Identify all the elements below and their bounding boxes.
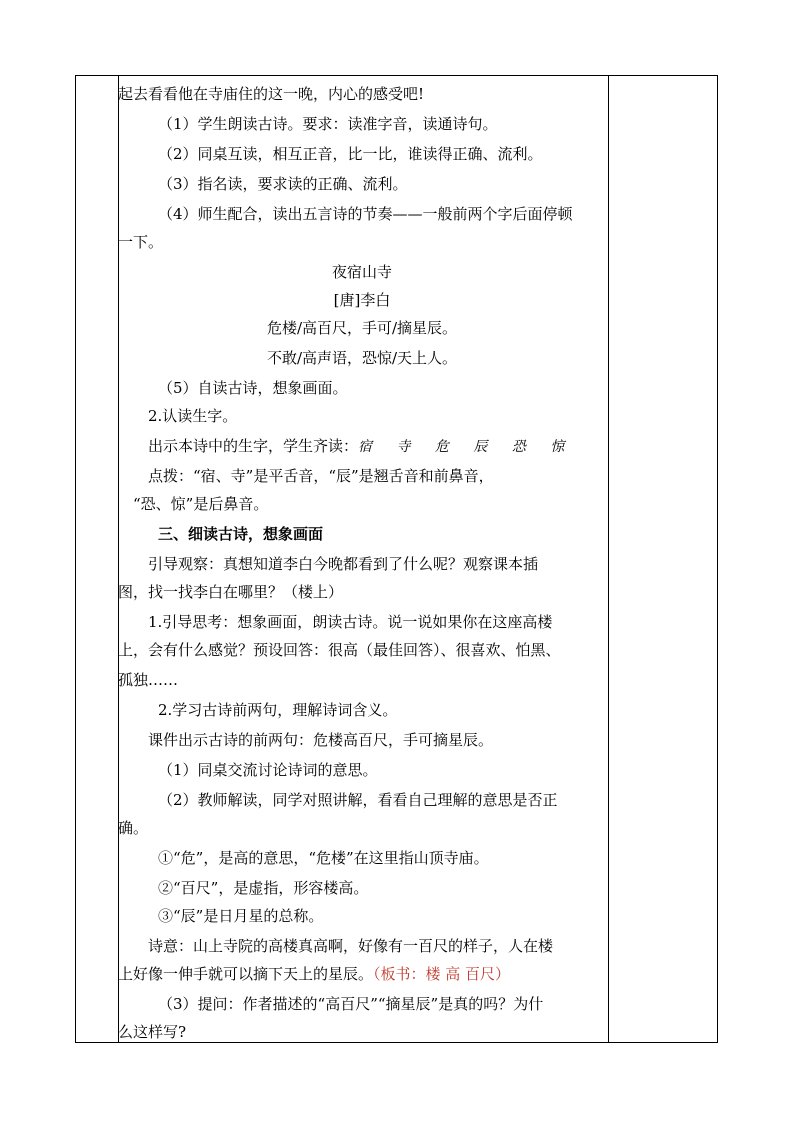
poem-author: [唐]李白	[333, 291, 391, 309]
text-line: （3）提问：作者描述的“高百尺”“摘星辰”是真的吗？为什	[158, 995, 544, 1013]
column-divider-left	[118, 76, 119, 1042]
board-note: （板书：楼 高 百尺）	[373, 965, 511, 983]
text-line: 课件出示古诗的前两句：危楼高百尺，手可摘星辰。	[148, 731, 494, 749]
text-line: 么这样写?	[118, 1023, 187, 1041]
poem-line-1: 危楼/高百尺，手可/摘星辰。	[266, 319, 458, 337]
text-line: （2）同桌互读，相互正音，比一比，谁读得正确、流利。	[158, 145, 543, 163]
text-line: 1.引导思考：想象画面，朗读古诗。说一说如果你在这座高楼	[148, 613, 553, 631]
text-line: ③“辰”是日月星的总称。	[158, 907, 324, 925]
text-line	[148, 436, 574, 457]
text-line: 孤独……	[118, 671, 179, 689]
text-line: “恐、惊”是后鼻音。	[133, 495, 269, 513]
column-divider-right	[608, 76, 609, 1042]
text-line: 引导观察：真想知道李白今晚都看到了什么呢？观察课本插	[148, 555, 539, 573]
poem-title: 夜宿山寺	[331, 263, 392, 281]
text-line: （2）教师解读，同学对照讲解，看看自己理解的意思是否正	[158, 791, 558, 809]
new-characters: 宿 寺 危 辰 恐 惊	[358, 439, 575, 455]
text-line: （1）同桌交流讨论诗词的意思。	[158, 761, 378, 779]
text-line: ①“危”，是高的意思，“危楼”在这里指山顶寺庙。	[158, 849, 489, 867]
text-line: （1）学生朗读古诗。要求：读准字音，读通诗句。	[158, 115, 498, 133]
text-line: （5）自读古诗，想象画面。	[158, 379, 348, 397]
text-line: （3）指名读，要求读的正确、流利。	[158, 175, 408, 193]
text-line: ②“百尺”，是虚指，形容楼高。	[158, 879, 369, 897]
text-line: 2.认读生字。	[148, 407, 238, 425]
text-line: 图，找一找李白在哪里？（楼上）	[118, 583, 344, 601]
text-line: 点拨：“宿、寺”是平舌音，“辰”是翘舌音和前鼻音，	[148, 467, 494, 485]
text-line: 上，会有什么感觉？预设回答：很高（最佳回答）、很喜欢、怕黑、	[118, 641, 561, 659]
text-line: 确。	[118, 819, 149, 837]
text-line: （4）师生配合，读出五言诗的节奏——一般前两个字后面停顿	[158, 205, 573, 223]
text-segment: 出示本诗中的生字，学生齐读：	[148, 437, 359, 455]
text-line: 2.学习古诗前两句，理解诗词含义。	[158, 701, 398, 719]
poem-line-2: 不敢/高声语，恐惊/天上人。	[266, 349, 458, 367]
text-line	[118, 964, 510, 984]
text-line: 一下。	[118, 233, 164, 251]
text-line: 诗意：山上寺院的高楼真高啊，好像有一百尺的样子，人在楼	[148, 937, 554, 955]
section-heading: 三、细读古诗，想象画面	[158, 525, 324, 543]
text-segment: 上好像一伸手就可以摘下天上的星辰。	[118, 965, 374, 983]
text-line: 起去看看他在寺庙住的这一晚，内心的感受吧!	[118, 85, 425, 103]
